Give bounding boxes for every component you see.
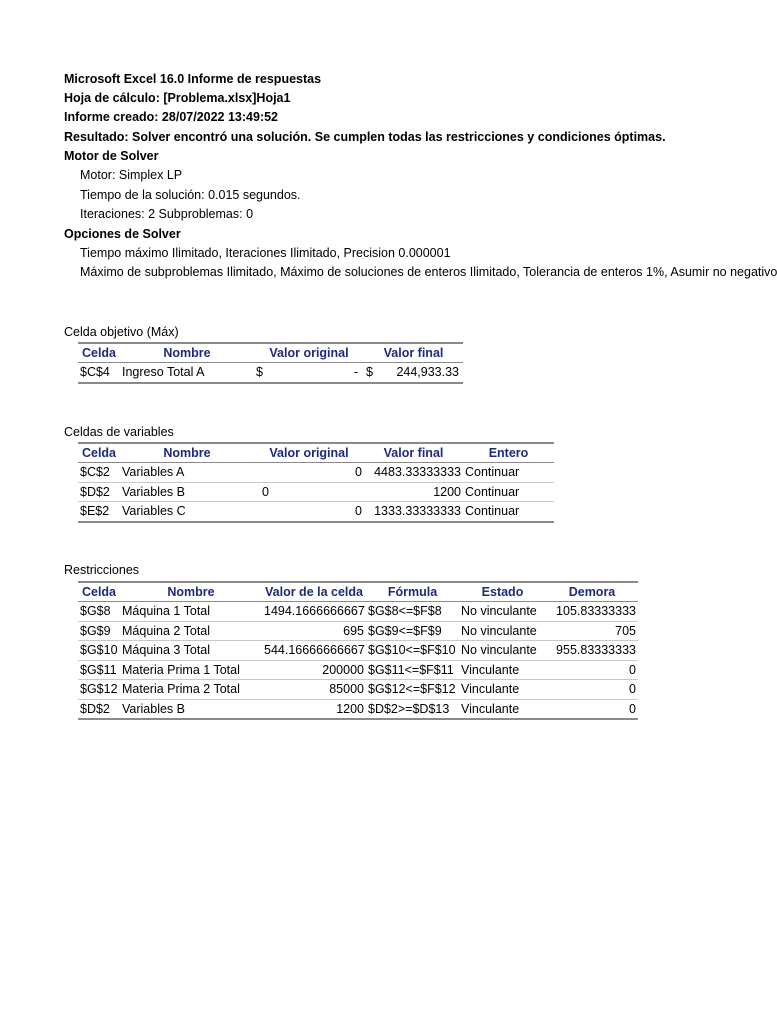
slack: 0 [546,660,638,680]
report-title: Microsoft Excel 16.0 Informe de respuestas [64,72,322,86]
final-value: 1333.33333333 [364,502,463,522]
cell-ref: $G$10 [78,641,120,661]
col-header: Valor original [254,443,364,463]
options-heading: Opciones de Solver [64,227,181,241]
col-header: Fórmula [366,582,459,602]
cell-value: 1200 [262,699,366,719]
engine-motor: Motor: Simplex LP [80,168,183,182]
status: No vinculante [459,641,546,661]
table-row [78,641,638,661]
col-header: Nombre [120,343,254,363]
cell-name: Variables A [120,463,254,483]
cell-ref: $G$9 [78,621,120,641]
options-line-1: Tiempo máximo Ilimitado, Iteraciones Ilimitado, Precision 0.000001 [80,246,451,260]
currency-symbol: $ [366,365,373,379]
table-row [78,660,638,680]
cell-name: Máquina 3 Total [120,641,262,661]
original-amount: - [353,365,358,380]
slack: 955.83333333 [546,641,638,661]
integer-status: Continuar [463,463,554,483]
cell-ref: $D$2 [78,482,120,502]
original-value: 0 [254,502,364,522]
cell-name: Ingreso Total A [120,363,254,383]
table-row [78,699,638,719]
objective-title: Celda objetivo (Máx) [64,325,179,339]
col-header: Celda [78,443,120,463]
slack: 705 [546,621,638,641]
table-row [78,363,463,383]
cell-value: 85000 [262,680,366,700]
constraints-header-row [78,582,638,602]
cell-name: Máquina 1 Total [120,602,262,622]
report-created: Informe creado: 28/07/2022 13:49:52 [64,110,279,124]
status: No vinculante [459,621,546,641]
slack: 105.83333333 [546,602,638,622]
engine-iterations: Iteraciones: 2 Subproblemas: 0 [80,207,254,221]
cell-name: Materia Prima 2 Total [120,680,262,700]
final-value [364,363,463,383]
table-row [78,621,638,641]
original-value: 0 [254,463,364,483]
status: Vinculante [459,680,546,700]
table-row [78,482,554,502]
status: Vinculante [459,660,546,680]
col-header: Nombre [120,582,262,602]
cell-ref: $D$2 [78,699,120,719]
original-value: 0 [254,482,364,502]
table-row [78,680,638,700]
cell-name: Variables C [120,502,254,522]
objective-header-row [78,343,463,363]
objective-table [78,342,463,384]
cell-value: 200000 [262,660,366,680]
cell-name: Máquina 2 Total [120,621,262,641]
cell-ref: $E$2 [78,502,120,522]
cell-name: Materia Prima 1 Total [120,660,262,680]
sheet-name: Hoja de cálculo: [Problema.xlsx]Hoja1 [64,91,291,105]
variables-title: Celdas de variables [64,425,174,439]
table-row [78,463,554,483]
integer-status: Continuar [463,502,554,522]
col-header: Valor final [364,343,463,363]
constraints-table [78,581,638,720]
col-header: Celda [78,343,120,363]
final-value: 1200 [364,482,463,502]
slack: 0 [546,680,638,700]
formula: $D$2>=$D$13 [366,699,459,719]
solver-result: Resultado: Solver encontró una solución. Se cumplen todas las restricciones y condiciones óptimas. [64,130,666,144]
variables-header-row [78,443,554,463]
col-header: Valor final [364,443,463,463]
engine-time: Tiempo de la solución: 0.015 segundos. [80,188,301,202]
table-row [78,602,638,622]
cell-ref: $G$8 [78,602,120,622]
status: Vinculante [459,699,546,719]
engine-heading: Motor de Solver [64,149,159,163]
integer-status: Continuar [463,482,554,502]
cell-ref: $G$11 [78,660,120,680]
col-header: Celda [78,582,120,602]
col-header: Entero [463,443,554,463]
formula: $G$9<=$F$9 [366,621,459,641]
cell-name: Variables B [120,699,262,719]
formula: $G$10<=$F$10 [366,641,459,661]
variables-table [78,442,554,523]
cell-value: 1494.1666666667 [262,602,366,622]
final-amount: 244,933.33 [396,365,459,380]
options-line-2: Máximo de subproblemas Ilimitado, Máximo de soluciones de enteros Ilimitado, Tolerancia de enteros 1%, Asumir no negativo [80,265,777,279]
col-header: Valor de la celda [262,582,366,602]
cell-ref: $C$4 [78,363,120,383]
slack: 0 [546,699,638,719]
constraints-title: Restricciones [64,563,140,577]
cell-name: Variables B [120,482,254,502]
table-row [78,502,554,522]
original-value [254,363,364,383]
formula: $G$8<=$F$8 [366,602,459,622]
formula: $G$11<=$F$11 [366,660,459,680]
cell-ref: $C$2 [78,463,120,483]
formula: $G$12<=$F$12 [366,680,459,700]
currency-symbol: $ [256,365,263,379]
cell-ref: $G$12 [78,680,120,700]
col-header: Estado [459,582,546,602]
cell-value: 544.16666666667 [262,641,366,661]
status: No vinculante [459,602,546,622]
col-header: Nombre [120,443,254,463]
col-header: Demora [546,582,638,602]
final-value: 4483.33333333 [364,463,463,483]
cell-value: 695 [262,621,366,641]
col-header: Valor original [254,343,364,363]
